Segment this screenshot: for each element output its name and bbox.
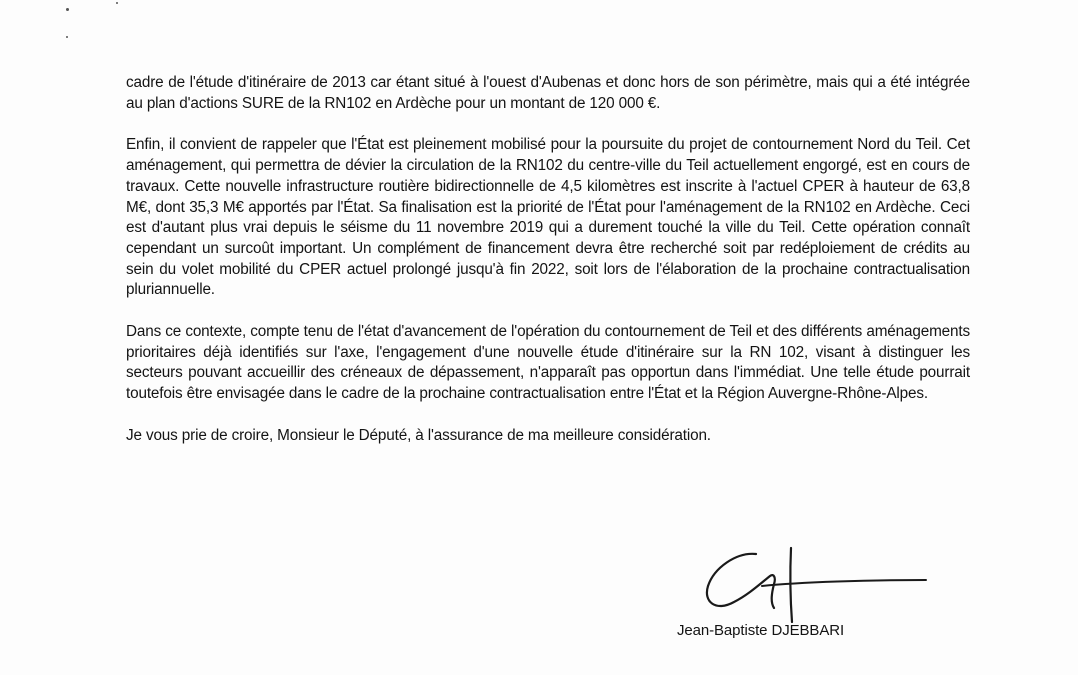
- paragraph-funding-sure: cadre de l'étude d'itinéraire de 2013 car étant situé à l'ouest d'Aubenas et donc hors de son périmètre, mais qui a été intégrée au plan d'actions SURE de la RN102 en Ardèche pour un montant de 120 000 €.: [126, 74, 970, 112]
- paragraph-context: Dans ce contexte, compte tenu de l'état d'avancement de l'opération du contournement de Teil et des différents aménagements prioritaires déjà identifiés sur l'axe, l'engagement d'une nouvelle étude d'itinéraire sur la RN 102, visant à distinguer les secteurs pouvant accueillir des créneaux de dépassement, n'apparaît pas opportun dans l'immédiat. Une telle étude pourrait toutefois être envisagée dans le cadre de la prochaine contractualisation entre l'État et la Région Auvergne-Rhône-Alpes.: [126, 323, 970, 403]
- scan-speck: [66, 36, 68, 38]
- letter-body: [126, 73, 970, 468]
- handwritten-signature: [690, 540, 930, 630]
- signer-name: Jean-Baptiste DJEBBARI: [677, 622, 845, 639]
- paragraph-contournement-nord: Enfin, il convient de rappeler que l'État est pleinement mobilisé pour la poursuite du projet de contournement Nord du Teil. Cet aménagement, qui permettra de dévier la circulation de la RN102 du centre-ville du Teil actuellement engorgé, est en cours de travaux. Cette nouvelle infrastructure routière bidirectionnelle de 4,5 kilomètres est inscrite à l'actuel CPER à hauteur de 63,8 M€, dont 35,3 M€ apportés par l'État. Sa finalisation est la priorité de l'État pour l'aménagement de la RN102 en Ardèche. Ceci est d'autant plus vrai depuis le séisme du 11 novembre 2019 qui a durement touché la ville du Teil. Cette opération connaît cependant un surcoût important. Un complément de financement devra être recherché soit par redéploiement de crédits au sein du volet mobilité du CPER actuel prolongé jusqu'à fin 2022, soit lors de l'élaboration de la prochaine contractualisation pluriannuelle.: [126, 136, 970, 299]
- scan-speck: [66, 8, 69, 11]
- scan-speck: [116, 2, 118, 4]
- paragraph-closing: Je vous prie de croire, Monsieur le Député, à l'assurance de ma meilleure considération.: [126, 426, 711, 444]
